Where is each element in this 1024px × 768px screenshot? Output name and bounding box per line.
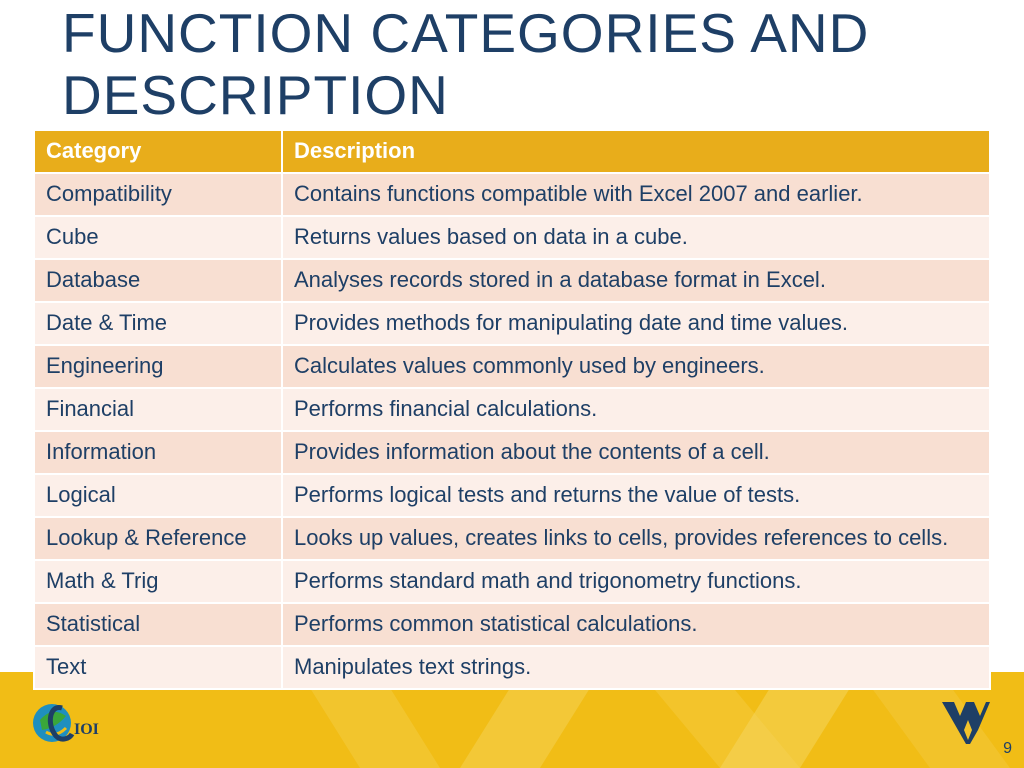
table-row xyxy=(34,173,990,216)
description-cell: Performs standard math and trigonometry functions. xyxy=(282,560,990,603)
description-cell: Provides methods for manipulating date and time values. xyxy=(282,302,990,345)
description-cell: Returns values based on data in a cube. xyxy=(282,216,990,259)
table-row xyxy=(34,560,990,603)
function-categories-table xyxy=(33,129,989,690)
cis-101-logo xyxy=(32,698,112,748)
description-cell: Performs financial calculations. xyxy=(282,388,990,431)
table-row xyxy=(34,646,990,689)
category-cell: Cube xyxy=(34,216,282,259)
logo-text: IOI xyxy=(74,721,99,738)
category-cell: Database xyxy=(34,259,282,302)
description-cell: Contains functions compatible with Excel 2007 and earlier. xyxy=(282,173,990,216)
description-cell: Performs logical tests and returns the value of tests. xyxy=(282,474,990,517)
table-header-row xyxy=(34,130,990,173)
category-cell: Financial xyxy=(34,388,282,431)
wv-logo-icon xyxy=(940,700,992,746)
description-cell: Provides information about the contents of a cell. xyxy=(282,431,990,474)
table-row xyxy=(34,345,990,388)
category-cell: Text xyxy=(34,646,282,689)
table-row xyxy=(34,302,990,345)
category-cell: Logical xyxy=(34,474,282,517)
header-category: Category xyxy=(34,130,282,173)
category-cell: Compatibility xyxy=(34,173,282,216)
table-row xyxy=(34,517,990,560)
table-row xyxy=(34,603,990,646)
table-row xyxy=(34,259,990,302)
category-cell: Math & Trig xyxy=(34,560,282,603)
category-cell: Information xyxy=(34,431,282,474)
category-cell: Statistical xyxy=(34,603,282,646)
wv-logo xyxy=(940,700,992,746)
page-number: 9 xyxy=(1003,740,1012,757)
category-cell: Engineering xyxy=(34,345,282,388)
table-row xyxy=(34,216,990,259)
description-cell: Manipulates text strings. xyxy=(282,646,990,689)
category-cell: Lookup & Reference xyxy=(34,517,282,560)
table-row xyxy=(34,474,990,517)
table-row xyxy=(34,431,990,474)
description-cell: Calculates values commonly used by engineers. xyxy=(282,345,990,388)
description-cell: Performs common statistical calculations. xyxy=(282,603,990,646)
table-row xyxy=(34,388,990,431)
description-cell: Analyses records stored in a database format in Excel. xyxy=(282,259,990,302)
header-description: Description xyxy=(282,130,990,173)
description-cell: Looks up values, creates links to cells, provides references to cells. xyxy=(282,517,990,560)
cis-101-logo-icon xyxy=(32,698,112,748)
slide-title: FUNCTION CATEGORIES AND DESCRIPTION xyxy=(62,2,870,126)
category-cell: Date & Time xyxy=(34,302,282,345)
